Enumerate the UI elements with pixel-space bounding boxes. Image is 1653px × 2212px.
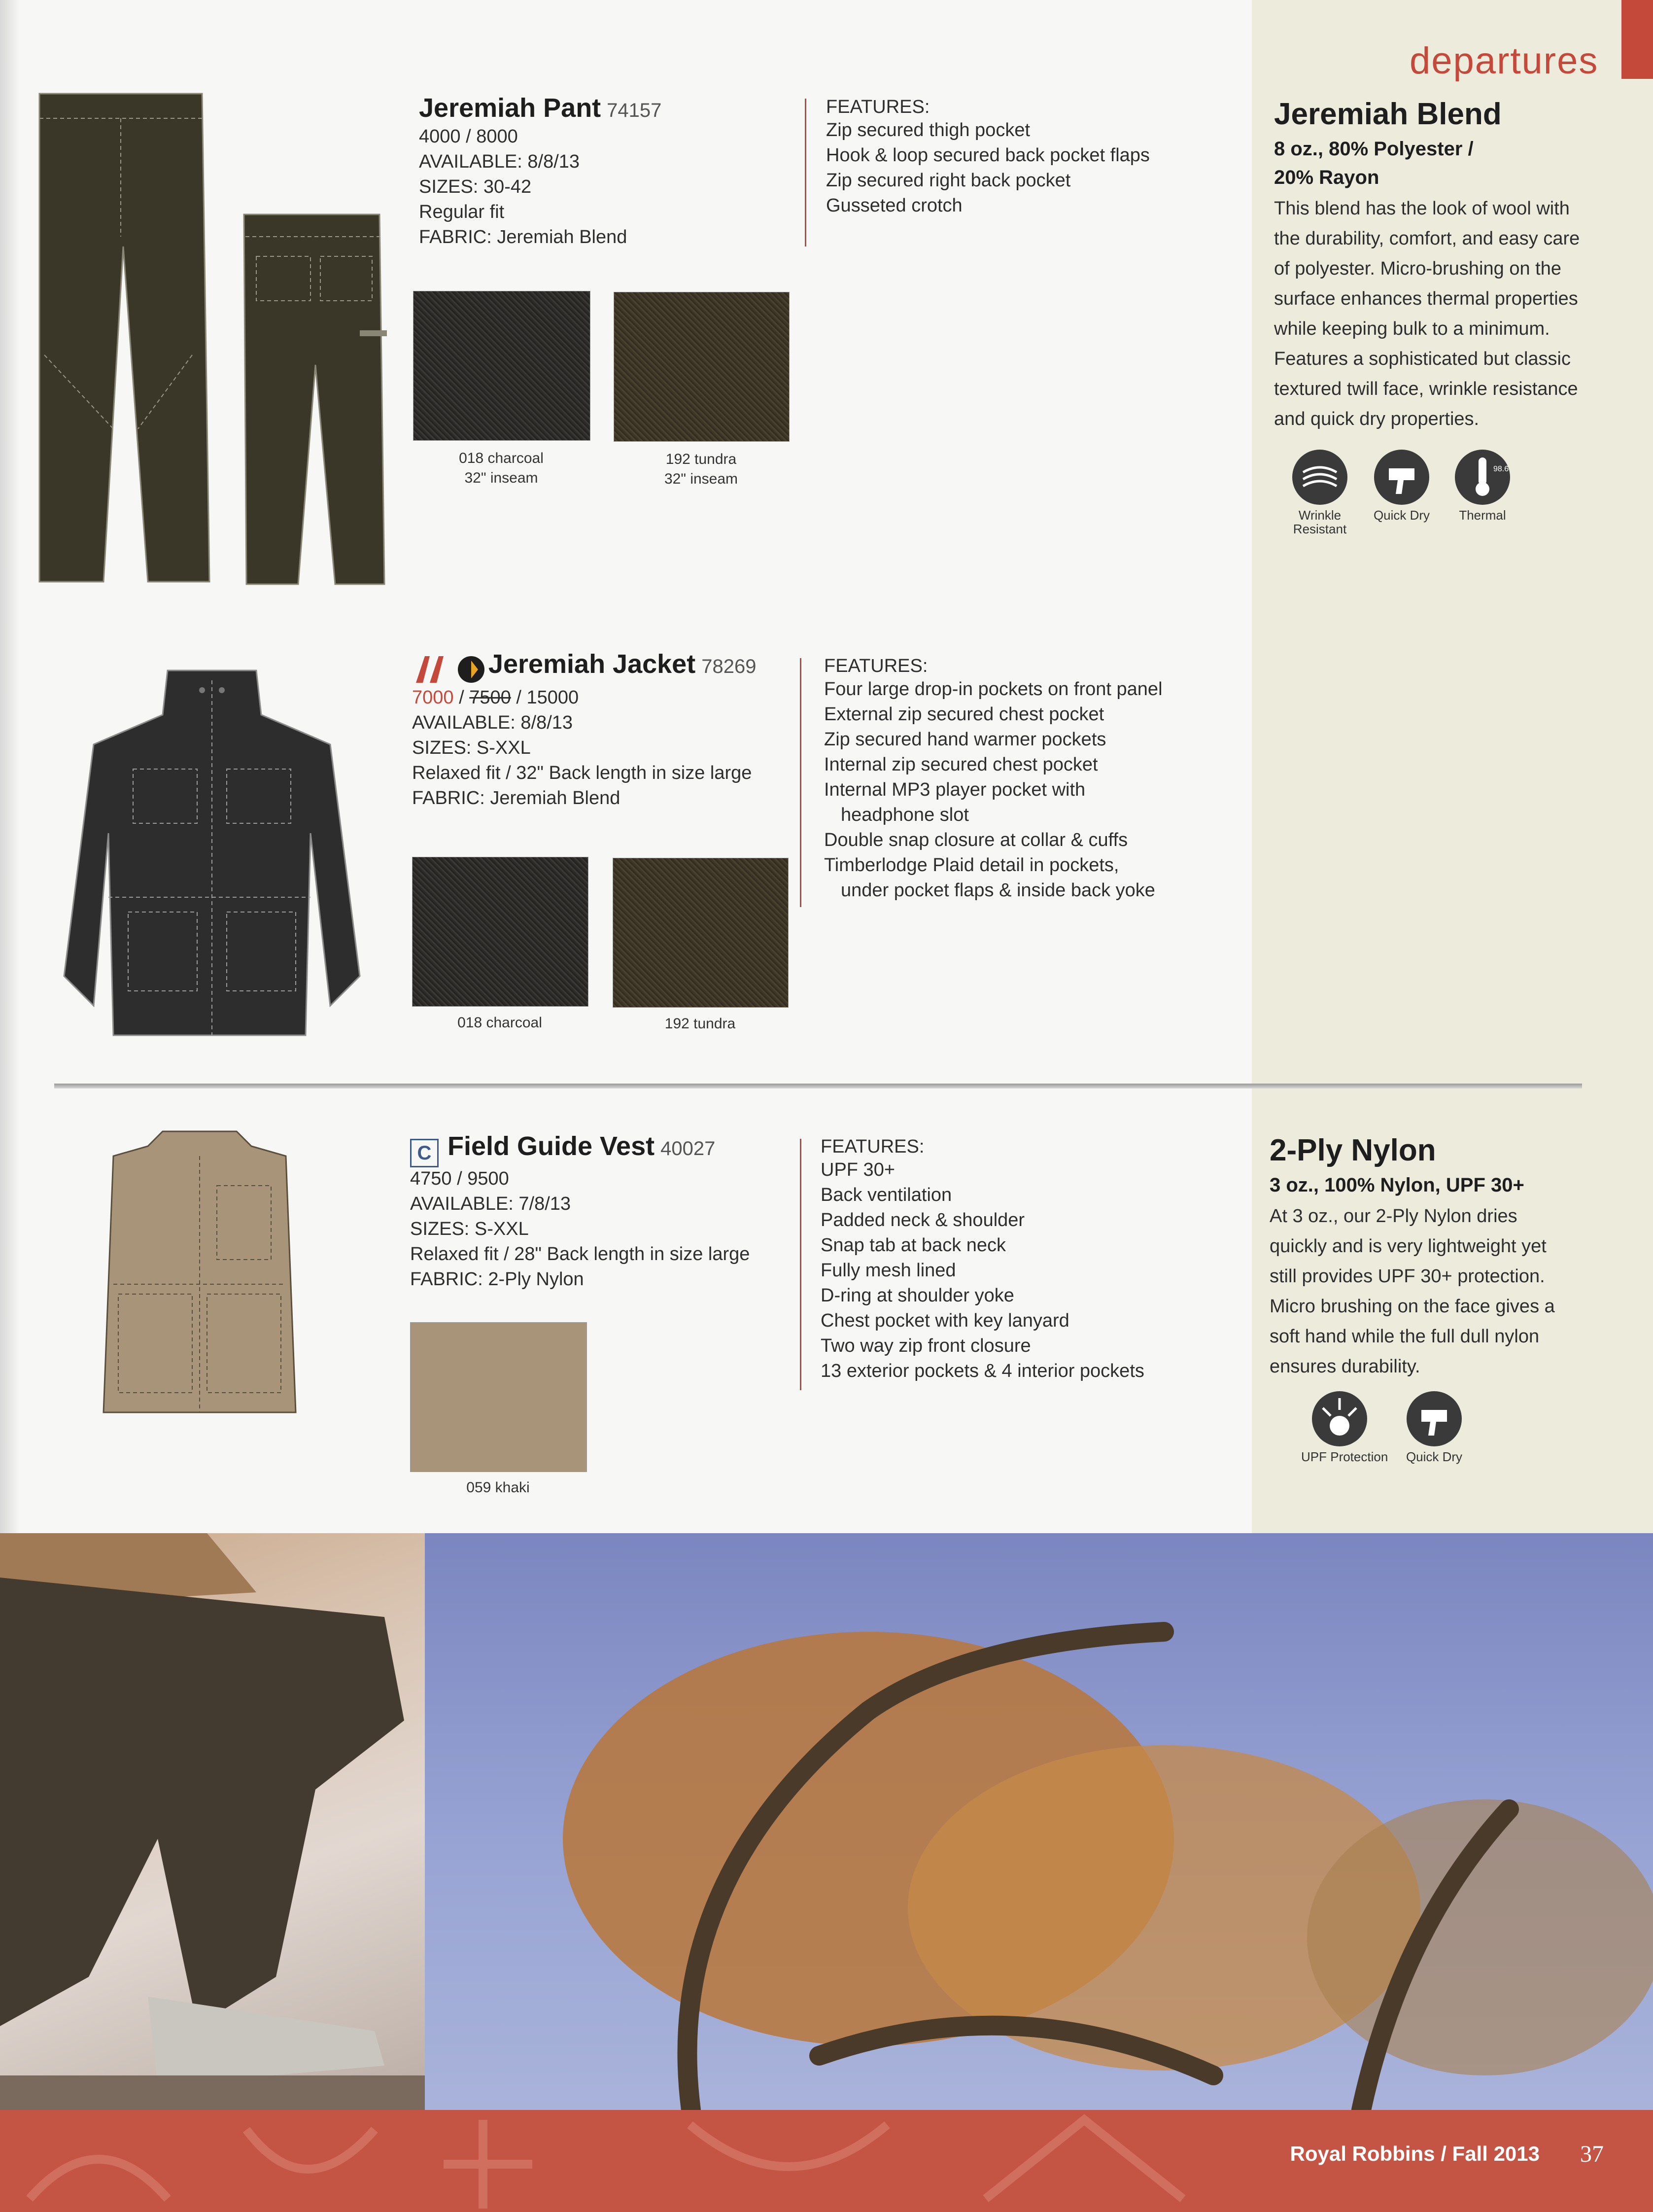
fabric-description: At 3 oz., our 2-Ply Nylon dries quickly and is very lightweight yet still provides UPF 30+ protection. Micro brushing on the face gives a soft hand while the full dull nylon ensures durability. (1270, 1206, 1555, 1377)
swatch-tundra (613, 858, 789, 1008)
vest-illustration (89, 1126, 310, 1427)
features-rule (800, 658, 801, 907)
feature-item: Timberlodge Plaid detail in pockets, (824, 855, 1119, 876)
sizes: SIZES: S-XXL (412, 737, 531, 758)
feature-item: Internal MP3 player pocket with (824, 779, 1086, 800)
feature-item: under pocket flaps & inside back yoke (841, 880, 1155, 901)
jacket-specs (412, 685, 752, 811)
thermal-icon: 98.6 Thermal (1454, 449, 1511, 522)
quick-dry-icon: Quick Dry (1373, 449, 1430, 522)
page-gutter-shadow (0, 0, 20, 1533)
fabric-spec: 3 oz., 100% Nylon, UPF 30+ (1270, 1174, 1524, 1196)
price-old: 7500 (469, 687, 511, 708)
fit: Regular fit (419, 202, 505, 222)
quick-dry-icon: Quick Dry (1406, 1390, 1463, 1464)
feature-item: Zip secured hand warmer pockets (824, 729, 1106, 750)
feature-item: Back ventilation (821, 1185, 952, 1205)
feature-item: External zip secured chest pocket (824, 704, 1104, 725)
section-brand: departures (1410, 40, 1599, 82)
features-heading: FEATURES: (826, 97, 930, 117)
availability: AVAILABLE: 7/8/13 (410, 1194, 571, 1214)
fabric: FABRIC: 2-Ply Nylon (410, 1269, 584, 1290)
feature-item: Zip secured thigh pocket (826, 120, 1031, 140)
fabric-jeremiah-blend (1274, 97, 1580, 434)
feature-item: Zip secured right back pocket (826, 170, 1071, 191)
vest-features (821, 1136, 1144, 1384)
price-line: 4000 / 8000 (419, 126, 518, 147)
product-title: Field Guide Vest (448, 1131, 655, 1161)
feature-item: Double snap closure at collar & cuffs (824, 830, 1128, 850)
svg-text:98.6: 98.6 (1493, 465, 1509, 473)
vest-specs (410, 1166, 750, 1292)
fabric-spec: 8 oz., 80% Polyester / (1274, 138, 1474, 160)
lifestyle-photo-tree (425, 1533, 1653, 2110)
jacket-features (824, 656, 1163, 903)
features-rule (800, 1139, 801, 1390)
availability: AVAILABLE: 8/8/13 (419, 151, 580, 172)
style-number: 40027 (660, 1138, 716, 1159)
c-badge-icon: C (410, 1139, 439, 1167)
swatch-label: 018 charcoal (457, 1015, 542, 1031)
swatch-label: 192 tundra (664, 1016, 736, 1032)
upf-protection-icon: UPF Protection (1311, 1390, 1368, 1464)
vest-header (410, 1131, 715, 1167)
fabric-2-ply-nylon (1270, 1133, 1555, 1382)
feature-item: Chest pocket with key lanyard (821, 1310, 1069, 1331)
pant-illustration (20, 89, 394, 592)
lifestyle-photo-pants (0, 1533, 425, 2110)
jacket-illustration (54, 661, 370, 1045)
section-divider (54, 1084, 1582, 1088)
feature-item: Fully mesh lined (821, 1260, 956, 1281)
price-line: 4750 / 9500 (410, 1168, 509, 1189)
fabric: FABRIC: Jeremiah Blend (412, 788, 620, 808)
fabric-title: 2-Ply Nylon (1270, 1133, 1436, 1167)
page-number: 37 (1580, 2141, 1604, 2167)
swatch-charcoal (412, 857, 588, 1007)
feature-item: Internal zip secured chest pocket (824, 754, 1098, 775)
section-tab (1621, 0, 1653, 79)
feature-item: UPF 30+ (821, 1159, 895, 1180)
feature-item: Snap tab at back neck (821, 1235, 1006, 1256)
style-number: 78269 (701, 656, 757, 677)
price-new: 7000 (412, 687, 454, 708)
fit: Relaxed fit / 32" Back length in size large (412, 763, 752, 783)
fabric-spec: 20% Rayon (1274, 167, 1379, 188)
pant-features (826, 97, 1150, 218)
fabric-description: This blend has the look of wool with the durability, comfort, and easy care of polyester. Micro-brushing on the surface enhances thermal properties while keeping bulk to a minimum. Features a sophisticated but classic textured twill face, wrinkle resistance and quick dry properties. (1274, 198, 1580, 429)
features-heading: FEATURES: (824, 656, 928, 676)
swatch-charcoal (413, 291, 590, 441)
feature-item: 13 exterior pockets & 4 interior pockets (821, 1361, 1144, 1381)
fit: Relaxed fit / 28" Back length in size large (410, 1244, 750, 1264)
sizes: SIZES: S-XXL (410, 1219, 529, 1239)
sizes: SIZES: 30-42 (419, 176, 532, 197)
swatch-khaki (410, 1322, 587, 1472)
c-logo-icon (456, 655, 486, 687)
pant-header (419, 93, 661, 123)
feature-item: Two way zip front closure (821, 1335, 1031, 1356)
feature-item: Hook & loop secured back pocket flaps (826, 145, 1150, 166)
feature-item: Padded neck & shoulder (821, 1210, 1025, 1230)
feature-item: headphone slot (841, 805, 969, 825)
product-title: Jeremiah Jacket (488, 649, 696, 679)
product-title: Jeremiah Pant (419, 93, 601, 123)
fabric-title: Jeremiah Blend (1274, 97, 1502, 131)
style-number: 74157 (607, 100, 662, 121)
wrinkle-resistant-icon: Wrinkle Resistant (1291, 449, 1348, 536)
feature-item: D-ring at shoulder yoke (821, 1285, 1014, 1306)
swatch-label: 059 khaki (466, 1479, 530, 1496)
availability: AVAILABLE: 8/8/13 (412, 712, 573, 733)
footer-catalog-label: Royal Robbins / Fall 2013 (1290, 2142, 1540, 2165)
pant-specs (419, 124, 627, 250)
feature-item: Gusseted crotch (826, 195, 963, 216)
features-heading: FEATURES: (821, 1136, 925, 1157)
features-rule (805, 99, 806, 246)
royal-robbins-r-icon (413, 653, 448, 688)
fabric: FABRIC: Jeremiah Blend (419, 227, 627, 247)
swatch-label: 018 charcoal 32" inseam (459, 450, 544, 486)
swatch-tundra (614, 292, 790, 442)
swatch-label: 192 tundra 32" inseam (664, 451, 738, 487)
price-line: 7000 / 7500 / 15000 (412, 687, 579, 708)
feature-item: Four large drop-in pockets on front panel (824, 679, 1163, 700)
jacket-header (413, 649, 756, 688)
